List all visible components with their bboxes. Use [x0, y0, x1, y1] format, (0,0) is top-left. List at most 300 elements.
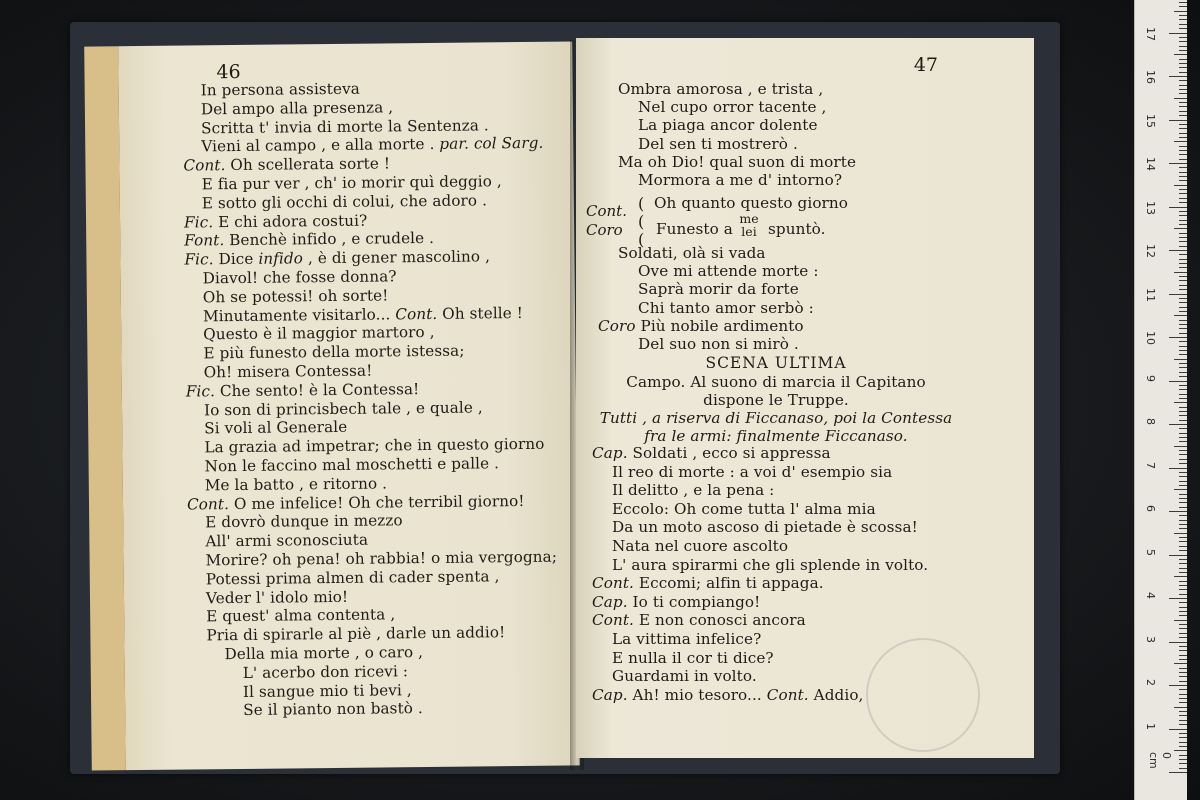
ruler-tick	[1179, 350, 1187, 351]
ruler-tick	[1179, 385, 1187, 386]
verse-text: E più funesto della morte istessa;	[203, 341, 465, 363]
ruler-tick	[1179, 463, 1187, 464]
ruler-tick	[1179, 24, 1187, 25]
verse-text: E chi adora costui?	[213, 211, 368, 231]
ruler-tick	[1179, 320, 1187, 321]
ruler-tick	[1179, 459, 1187, 460]
brace-speaker-coro: Coro	[586, 221, 623, 239]
text-line	[612, 667, 757, 685]
ruler-tick	[1179, 233, 1187, 234]
ruler-unit-label: 0 cm	[1147, 752, 1173, 769]
ruler-tick	[1179, 676, 1187, 677]
ruler-tick	[1179, 655, 1187, 656]
text-line	[612, 518, 918, 536]
verse-text: Più nobile ardimento	[635, 316, 804, 335]
left-page	[84, 41, 580, 770]
ruler-number: 10	[1144, 331, 1157, 345]
verse-text: Nel cupo orror tacente ,	[638, 98, 827, 117]
verse-text: O me infelice! Oh che terribil giorno!	[228, 491, 525, 513]
ruler-tick	[1169, 685, 1187, 686]
ruler-tick	[1174, 359, 1187, 360]
speaker-label: Fic.	[184, 250, 214, 269]
ruler-tick	[1179, 433, 1187, 434]
ruler-tick	[1179, 102, 1187, 103]
ruler-tick	[1179, 472, 1187, 473]
ruler-tick	[1179, 759, 1187, 760]
ruler-tick	[1179, 46, 1187, 47]
ruler-tick	[1179, 498, 1187, 499]
ruler-tick	[1179, 737, 1187, 738]
stage-direction-italic: Tutti , a riserva di Ficcanaso, poi la Contessa	[599, 409, 953, 427]
ruler-tick	[1169, 468, 1187, 469]
verse-text: Morire? oh pena! oh rabbia! o mia vergogna;	[205, 547, 558, 570]
ruler-tick	[1179, 246, 1187, 247]
ruler-tick	[1179, 276, 1187, 277]
ruler-tick	[1179, 289, 1187, 290]
text-line	[592, 611, 806, 629]
ruler-tick	[1179, 202, 1187, 203]
ruler-tick	[1179, 411, 1187, 412]
ruler-tick	[1179, 367, 1187, 368]
ruler-tick	[1179, 111, 1187, 112]
ruler-tick	[1179, 715, 1187, 716]
verse-text: Soldati, olà si vada	[618, 244, 766, 262]
ruler-tick	[1179, 755, 1187, 756]
verse-text: E non conosci ancora	[633, 611, 806, 630]
ruler-tick	[1169, 511, 1187, 512]
ruler-tick	[1179, 80, 1187, 81]
ruler-tick	[1179, 494, 1187, 495]
ruler-number: 2	[1144, 679, 1157, 686]
verse-text: Del suo non si mirò .	[638, 335, 799, 353]
text-line	[203, 286, 389, 306]
verse-text: E quest' alma contenta ,	[206, 605, 396, 626]
verse-text: Eccolo: Oh come tutta l' alma mia	[612, 499, 876, 518]
verse-text: Eccomi; alfin ti appaga.	[633, 574, 824, 593]
ruler-tick	[1179, 546, 1187, 547]
ruler-tick	[1179, 376, 1187, 377]
brace-paren-top: (	[638, 194, 645, 213]
verse-text: Il reo di morte : a voi d' esempio sia	[612, 462, 893, 481]
ruler-tick	[1179, 172, 1187, 173]
text-line	[201, 134, 543, 156]
ruler-tick	[1179, 280, 1187, 281]
verse-text: Non le faccino mal moschetti e palle .	[204, 454, 500, 476]
ruler-tick	[1169, 642, 1187, 643]
text-line	[638, 98, 826, 116]
ruler-tick	[1179, 672, 1187, 673]
brace-option-stack	[736, 212, 762, 238]
ruler-tick	[1174, 489, 1187, 490]
text-line	[184, 248, 490, 269]
speaker-label: Font.	[184, 231, 225, 250]
ruler-tick	[1179, 415, 1187, 416]
ruler-tick	[1174, 228, 1187, 229]
verse-text: Pria di spirarle al piè , darle un addio!	[206, 623, 506, 645]
text-line	[243, 662, 408, 682]
ruler-tick	[1169, 337, 1187, 338]
verse-text: Veder l' idolo mio!	[205, 587, 349, 607]
ruler-tick	[1179, 363, 1187, 364]
ruler-tick	[1179, 189, 1187, 190]
ruler-tick	[1169, 250, 1187, 251]
ruler-tick	[1179, 159, 1187, 160]
verse-text: Se il pianto non bastò .	[243, 699, 423, 720]
verse-text: Chi tanto amor serbò :	[638, 298, 814, 317]
text-line	[183, 155, 390, 175]
ruler-tick	[1179, 537, 1187, 538]
text-line	[205, 474, 387, 494]
ruler-tick	[1179, 450, 1187, 451]
ruler-tick	[1179, 224, 1187, 225]
verse-text: Il sangue mio ti bevi ,	[242, 680, 412, 701]
ruler-tick	[1174, 98, 1187, 99]
ruler-tick	[1174, 576, 1187, 577]
right-page	[576, 38, 1034, 758]
ruler-tick	[1179, 333, 1187, 334]
text-line	[638, 280, 799, 298]
stage-direction: par. col Sarg.	[434, 134, 544, 154]
text-line	[205, 531, 368, 551]
ruler-tick	[1179, 559, 1187, 560]
ruler-tick	[1169, 76, 1187, 77]
brace-option-me: me	[739, 211, 759, 226]
ruler-tick	[1179, 146, 1187, 147]
text-line	[202, 172, 502, 193]
ruler-tick	[1179, 624, 1187, 625]
stage-direction-line: Campo. Al suono di marcia il Capitano	[626, 373, 926, 391]
verse-text: Vieni al campo , e alla morte .	[201, 135, 435, 156]
ruler-tick	[1179, 420, 1187, 421]
speaker-label: Cap.	[592, 592, 628, 611]
ruler-number: 6	[1144, 505, 1157, 512]
text-line	[184, 229, 434, 250]
verse-text: Del ampo alla presenza ,	[200, 98, 394, 119]
ruler-tick	[1174, 663, 1187, 664]
ruler-tick	[1179, 650, 1187, 651]
ruler-number: 13	[1144, 200, 1157, 215]
ruler-tick	[1179, 15, 1187, 16]
ruler-tick	[1179, 602, 1187, 603]
brace-speaker-cont: Cont.	[586, 202, 627, 220]
ruler-tick	[1179, 668, 1187, 669]
ruler-tick	[1179, 263, 1187, 264]
text-line	[592, 593, 760, 611]
ruler-tick	[1179, 154, 1187, 155]
text-line	[612, 481, 774, 499]
verse-text: Soldati , ecco si appressa	[627, 444, 831, 462]
ruler-tick	[1179, 646, 1187, 647]
ruler-tick	[1179, 6, 1187, 7]
ruler-tick	[1179, 572, 1187, 573]
text-line	[203, 323, 435, 343]
text-line	[612, 630, 761, 648]
ruler-tick	[1179, 180, 1187, 181]
ruler-tick	[1179, 19, 1187, 20]
ruler-tick	[1179, 354, 1187, 355]
ruler-number: 3	[1144, 635, 1157, 643]
text-line	[638, 116, 818, 134]
verse-text: Potessi prima almen di cader spenta ,	[205, 567, 500, 589]
ruler-tick	[1179, 628, 1187, 629]
ruler-number: 14	[1144, 157, 1157, 171]
text-line	[201, 80, 360, 100]
ruler-number: 7	[1144, 461, 1157, 469]
text-line	[598, 317, 804, 335]
italic-word: infido	[258, 249, 304, 268]
ruler-tick	[1179, 633, 1187, 634]
ruler-tick	[1179, 711, 1187, 712]
ruler-tick	[1179, 241, 1187, 242]
verse-text: Da un moto ascoso di pietade è scossa!	[612, 518, 918, 537]
ruler-tick	[1174, 185, 1187, 186]
stage-direction-italic: fra le armi: finalmente Ficcanaso.	[644, 427, 908, 445]
ruler-tick	[1169, 294, 1187, 295]
ruler-tick	[1174, 620, 1187, 621]
text-line	[204, 398, 483, 419]
ruler-tick	[1179, 215, 1187, 216]
ruler-tick	[1179, 89, 1187, 90]
ruler-tick	[1179, 167, 1187, 168]
ruler-tick	[1179, 254, 1187, 255]
verse-text: Del sen ti mostrerò .	[638, 134, 798, 153]
verse-text: Ma oh Dio! qual suon di morte	[618, 152, 857, 171]
ruler-tick	[1179, 528, 1187, 529]
text-line	[184, 211, 367, 231]
ruler-tick	[1169, 424, 1187, 425]
text-line	[612, 537, 788, 555]
speaker-label: Cap.	[592, 685, 628, 704]
verse-text: Ah! mio tesoro...	[627, 685, 762, 704]
verse-text: Scritta t' invia di morte la Sentenza .	[200, 115, 489, 137]
ruler-tick	[1169, 772, 1187, 773]
page-number-left: 46	[216, 60, 241, 84]
verse-text: In persona assisteva	[200, 79, 360, 100]
ruler-tick	[1179, 176, 1187, 177]
ruler-tick	[1179, 515, 1187, 516]
ruler-tick	[1179, 2, 1187, 3]
ruler-tick	[1179, 237, 1187, 238]
ruler-tick	[1179, 659, 1187, 660]
text-line	[243, 699, 423, 719]
verse-text: La piaga ancor dolente	[638, 116, 818, 135]
ruler-tick	[1174, 402, 1187, 403]
text-line	[205, 512, 403, 532]
ruler-tick	[1179, 768, 1187, 769]
speaker-label: Coro	[598, 316, 636, 335]
ruler-tick	[1169, 555, 1187, 556]
text-line	[612, 500, 876, 518]
text-line	[206, 567, 500, 588]
ruler-tick	[1174, 750, 1187, 751]
ruler-tick	[1179, 502, 1187, 503]
text-line	[592, 444, 831, 462]
text-line	[186, 380, 420, 400]
verse-text: Ombra amorosa , e trista ,	[618, 80, 824, 98]
text-line	[187, 492, 525, 514]
ruler-tick	[1174, 11, 1187, 12]
ruler-number: 1	[1144, 722, 1157, 730]
measuring-ruler	[1134, 0, 1187, 800]
ruler-tick	[1179, 637, 1187, 638]
ruler-tick	[1179, 93, 1187, 94]
ruler-tick	[1179, 307, 1187, 308]
brace-paren-bot: (	[638, 230, 645, 249]
ruler-tick	[1179, 746, 1187, 747]
verse-text: Nata nel cuore ascolto	[612, 537, 789, 555]
brace-paren-mid: (	[638, 212, 645, 231]
text-line	[638, 171, 842, 189]
ruler-tick	[1179, 50, 1187, 51]
ruler-tick	[1179, 581, 1187, 582]
text-line	[638, 135, 798, 153]
text-line	[206, 587, 348, 606]
ruler-tick	[1179, 72, 1187, 73]
ruler-tick	[1179, 63, 1187, 64]
ruler-tick	[1179, 67, 1187, 68]
ruler-tick	[1179, 389, 1187, 390]
verse-text: Benchè infido , e crudele .	[224, 229, 435, 250]
ruler-number: 8	[1144, 418, 1157, 425]
ruler-tick	[1179, 763, 1187, 764]
ruler-tick	[1179, 150, 1187, 151]
ruler-tick	[1179, 372, 1187, 373]
ruler-number: 4	[1144, 592, 1157, 599]
text-line	[203, 267, 397, 287]
scene-title: SCENA ULTIMA	[705, 354, 847, 372]
ruler-tick	[1179, 724, 1187, 725]
speaker-label: Cont.	[761, 685, 809, 704]
ruler-tick	[1179, 541, 1187, 542]
ruler-tick	[1179, 124, 1187, 125]
ruler-tick	[1179, 407, 1187, 408]
ruler-tick	[1179, 585, 1187, 586]
ruler-tick	[1179, 689, 1187, 690]
ruler-tick	[1174, 707, 1187, 708]
text-line	[204, 418, 347, 437]
verse-text: , è di gener mascolino ,	[302, 247, 491, 268]
verse-text: Io ti compiango!	[627, 592, 761, 611]
brace-line-1: Oh quanto questo giorno	[654, 194, 849, 212]
brace-duet	[576, 194, 996, 256]
ruler-tick	[1179, 398, 1187, 399]
page-number-right: 47	[913, 54, 938, 76]
text-line	[201, 116, 489, 137]
verse-text: Oh! misera Contessa!	[203, 361, 373, 382]
ruler-tick	[1179, 220, 1187, 221]
verse-text: La vittima infelice?	[612, 630, 762, 648]
ruler-tick	[1179, 128, 1187, 129]
ruler-tick	[1179, 198, 1187, 199]
ruler-tick	[1179, 563, 1187, 564]
speaker-label: Cont.	[592, 611, 634, 630]
verse-text: Il delitto , e la pena :	[612, 481, 775, 500]
ruler-number: 16	[1144, 70, 1157, 84]
speaker-label: Cont.	[592, 574, 634, 593]
ruler-tick	[1179, 733, 1187, 734]
text-line	[638, 299, 814, 317]
verse-text: Guardami in volto.	[612, 667, 757, 686]
brace-line-2-pre: Funesto a	[656, 220, 733, 238]
text-line	[638, 262, 819, 280]
ruler-tick	[1179, 481, 1187, 482]
ruler-tick	[1179, 476, 1187, 477]
ruler-tick	[1179, 485, 1187, 486]
ruler-tick	[1179, 115, 1187, 116]
text-line	[202, 191, 487, 212]
text-line	[612, 556, 928, 574]
speaker-label: Cont.	[183, 156, 226, 175]
ruler-tick	[1174, 315, 1187, 316]
ruler-tick	[1179, 302, 1187, 303]
ruler-tick	[1179, 298, 1187, 299]
ruler-tick	[1169, 207, 1187, 208]
ruler-tick	[1179, 193, 1187, 194]
verse-text: Me la batto , e ritorno .	[204, 474, 388, 495]
verse-text: La grazia ad impetrar; che in questo giorno	[204, 434, 545, 457]
ruler-tick	[1179, 607, 1187, 608]
ruler-tick	[1179, 437, 1187, 438]
ruler-tick	[1179, 211, 1187, 212]
ruler-tick	[1174, 272, 1187, 273]
speaker-label: Cap.	[592, 444, 628, 462]
ruler-tick	[1179, 454, 1187, 455]
verse-text: Saprà morir da forte	[638, 280, 799, 299]
text-line	[206, 606, 395, 626]
verse-text: Minutamente visitarlo...	[202, 304, 391, 325]
ruler-tick	[1179, 568, 1187, 569]
verse-text: Addio,	[808, 685, 864, 704]
ruler-tick	[1179, 550, 1187, 551]
text-line	[612, 463, 892, 481]
ruler-tick	[1169, 381, 1187, 382]
verse-text: Della mia morte , o caro ,	[224, 643, 424, 664]
ruler-number: 5	[1144, 548, 1157, 556]
ruler-tick	[1179, 702, 1187, 703]
ruler-tick	[1179, 59, 1187, 60]
text-line	[204, 435, 544, 457]
verse-text: Che sento! è la Contessa!	[214, 379, 420, 401]
ruler-tick	[1169, 33, 1187, 34]
ruler-tick	[1179, 681, 1187, 682]
stage-direction-line: dispone le Truppe.	[703, 391, 849, 409]
ruler-tick	[1179, 720, 1187, 721]
ruler-tick	[1179, 341, 1187, 342]
brace-line-2-post: spuntò.	[768, 220, 826, 238]
text-line	[203, 342, 464, 363]
verse-text: E dovrò dunque in mezzo	[205, 511, 403, 532]
text-line	[612, 649, 774, 667]
verse-text: L' acerbo don ricevi :	[242, 662, 409, 682]
ruler-tick	[1179, 28, 1187, 29]
ruler-tick	[1179, 594, 1187, 595]
ruler-tick	[1179, 41, 1187, 42]
ruler-tick	[1179, 520, 1187, 521]
ruler-tick	[1179, 259, 1187, 260]
ruler-tick	[1169, 163, 1187, 164]
library-stamp	[866, 638, 980, 752]
ruler-tick	[1179, 394, 1187, 395]
ruler-tick	[1169, 729, 1187, 730]
ruler-tick	[1179, 106, 1187, 107]
speaker-label: Fic.	[183, 212, 214, 232]
ruler-number: 12	[1144, 244, 1157, 258]
text-line	[618, 153, 856, 171]
ruler-tick	[1179, 611, 1187, 612]
ruler-tick	[1179, 694, 1187, 695]
verse-text: E fia pur ver , ch' io morir quì deggio ,	[201, 172, 502, 194]
brace-option-lei: lei	[741, 224, 757, 239]
